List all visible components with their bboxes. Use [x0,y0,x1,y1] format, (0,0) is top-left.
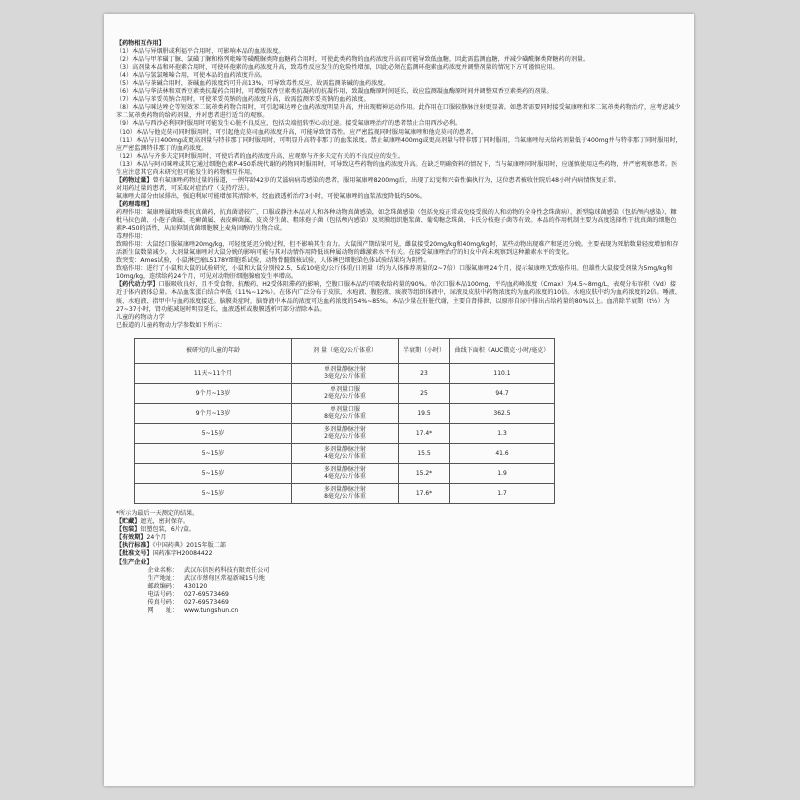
overdose-elimination: 氟康唑大部分由尿排出，强迫利尿可能增加其清除率，经血液透析治疗3小时，可使氟康唑的血浆浓度降低约50%。 [116,192,426,200]
dose-amount: 2毫克/公斤体重 [324,433,366,441]
interaction-item: （13）本品与阿司咪唑或其它通过细胞色素P-450系统代谢的药物同时服用时，可导致这些药物的血药浓度升高。在缺乏明确资料的情况下，当与氟康唑同时服用时，应谨慎使用这些药物，并严密观察患者。医生应注意其它尚未研究但可能发生的药物相互作用。 [116,160,678,176]
cell-dose [292,363,399,383]
pharmacology-action: 药理作用：氟康唑属吡咯类抗真菌药，抗真菌谱较广，口服或静注本品对人和各种动物真菌感染，如念珠菌感染（包括免疫正常或免疫受损的人和动物的全身性念珠菌病）、新型隐球菌感染（包括颅内感染）、糠秕马拉色菌、小孢子菌属、毛癣菌属、表皮癣菌属、皮炎芽生菌、粗球孢子菌（包括颅内感染）及荚膜组织胞浆菌、葡萄糖念珠菌、卡氏分枝孢子菌等有效。本品的作用机制主要为高度选择性干扰真菌的细胞色素P-450的活性，从而抑制真菌细胞膜上麦角固醇的生物合成。 [116,208,677,233]
toxicology-mutagenicity: 致突变：Ames试验，小鼠淋巴瘤L5178Y细胞系试验，动物骨髓微核试验，人体淋巴细胞染色体试验结果均为阴性。 [116,257,430,265]
manufacturer-row [116,599,682,607]
cell-dose [292,403,399,423]
manufacturer-value: 027-69573469 [184,599,229,607]
manufacturer-value: www.tungshun.cn [184,607,239,615]
manufacturer-row [116,575,682,583]
cell-dose [292,423,399,443]
dose-amount: 8毫克/公斤体重 [324,493,366,501]
validity-value: 24个月 [146,533,167,541]
standard-value: 《中国药典》2015年版二部 [152,541,226,549]
toxicology-title: 毒理作用： [116,233,147,241]
cell-half-life: 15.5 [399,443,450,463]
dose-amount: 2毫克/公斤体重 [324,393,366,401]
validity-key: 【有效期】 [116,533,147,541]
manufacturer-label: 电话号码： [147,591,178,599]
cell-half-life: 25 [399,383,450,403]
pk-table-header-row [135,338,555,363]
table-row [135,423,555,443]
manufacturer-label: 邮政编码： [147,583,178,591]
pharmacology-title: 【药理毒理】 [116,200,153,208]
cell-dose [292,383,399,403]
interaction-item: （11）本品与日400mg或更高剂量与特非那丁同时服用时，可明显升高特非那丁的血浆浓度。禁止氟康唑400mg或更高剂量与特非那丁同时服用，当氟康唑每天给药剂量低于400mg并与特非那丁同时服用时，应严密监测特非那丁的血药浓度。 [116,136,682,152]
dose-route: 多剂量静脉注射 [323,426,366,434]
cell-age: 9个月~13岁 [135,403,292,423]
dose-route: 多剂量静脉注射 [323,466,366,474]
cell-half-life: 19.5 [399,403,450,423]
table-row [135,383,555,403]
cell-half-life: 17.6* [399,483,450,503]
manufacturer-title: 【生产企业】 [116,558,153,566]
cell-auc: 362.5 [450,403,555,423]
pk-table-footnote: *所示为最后一天测定的结果。 [116,509,199,517]
manufacturer-row [116,591,682,599]
dose-amount: 8毫克/公斤体重 [324,413,366,421]
interaction-item: （4）本品与氢氯噻嗪合用，可使本品的血药浓度升高。 [116,72,267,80]
manufacturer-block [116,559,682,615]
pk-title: 【药代动力学】 [116,281,159,289]
header-auc: 曲线下面积（AUC微克·小时/毫克） [450,338,555,363]
manufacturer-value: 武汉东信医药科技有限责任公司 [184,567,270,575]
cell-age: 5~15岁 [135,443,292,463]
validity-line [116,534,682,542]
table-row [135,443,555,463]
dose-amount: 4毫克/公斤体重 [324,453,366,461]
storage-value: 遮光，密封保存。 [140,517,190,525]
package-insert-sheet [104,14,694,786]
standard-line [116,542,682,550]
manufacturer-label: 生产地址： [147,575,178,583]
cell-auc: 41.6 [450,443,555,463]
dose-route: 多剂量静脉注射 [323,486,366,494]
interactions-title: 【药物相互作用】 [116,40,165,47]
pk-children-table [134,338,555,504]
overdose-treatment: 对用药过量的患者，可采取对症治疗（支持疗法）。 [116,184,254,192]
toxicology-carcinogenicity: 致癌作用：进行了小鼠和大鼠的试验研究，小鼠和大鼠分别按2.5、5或10毫克/公斤体重/日剂量（约为人体推荐剂量的2~7倍）口服氟康唑24个月，提示氟康唑无致癌作用。但雄性大鼠接受剂量为5mg/kg和10mg/kg，连续给药24个月，可见对动物肝细胞腺瘤发生率增高。 [116,265,673,281]
manufacturer-value: 027-69573469 [184,591,229,599]
overdose-text: 曾有氟康唑药物过量的报道，一例年龄42岁的艾滋病病毒感染的患者，服用氟康唑8200mg后，出现了幻觉和兴奋性偏执行为，这位患者被收住院后48小时内病情恢复正常。 [152,176,620,184]
cell-age: 5~15岁 [135,423,292,443]
pk-children-title: 儿童的药物动力学 [116,313,165,321]
table-row [135,463,555,483]
dose-route: 单剂量静脉注射 [323,366,366,374]
package-value: 铝塑包装，6片/盒。 [140,525,196,533]
interaction-item: （10）本品与他克莫司同时服用时，可引起他克莫司血药浓度升高，可能导致肾毒性。应严密监视同时服用氟康唑和他克莫司的患者。 [116,128,478,136]
dose-route: 单剂量口服 [329,406,360,414]
cell-auc: 94.7 [450,383,555,403]
cell-half-life: 23 [399,363,450,383]
storage-key: 【贮藏】 [116,517,141,525]
manufacturer-row [116,567,682,575]
dose-route: 多剂量静脉注射 [323,446,366,454]
standard-key: 【执行标准】 [116,541,153,549]
package-key: 【包装】 [116,525,141,533]
manufacturer-row [116,607,682,615]
approval-value: 国药准字H20084422 [152,549,213,557]
interaction-item: （9）本品与西沙必利同时服用时可能发生心脏不良反应，包括尖端扭转型心动过速。接受氟康唑治疗的患者禁止合用西沙必利。 [116,120,462,128]
interaction-item: （8）本品与咪达唑仑等短效苯二氮䓬类药物合用时，可引起咪达唑仑血药浓度明显升高，并出现精神运动作用。此作用在口服较静脉注射更显著。如患者需要同时接受氟康唑和苯二氮䓬类药物治疗，应考虑减少苯二氮䓬类药物的给药剂量，并对患者进行适当的观察。 [116,104,681,120]
manufacturer-value: 430120 [184,583,208,591]
cell-age: 5~15岁 [135,483,292,503]
table-row [135,403,555,423]
cell-age: 9个月~13岁 [135,383,292,403]
pk-text: 口服吸收良好，且不受食物、抗酸药、H2受体阻滞药的影响，空腹口服本品约可吸收给药量的90%。单次口服本品100mg，平均血药峰浓度（Cmax）为4.5~8mg/L，表观分布容积（Vd）接近于体内液体总量。本品血浆蛋白结合率低（11%~12%）。在体内广泛分布于皮肤、水疱液、腹腔液、痰液等组织体液中，尿液及皮肤中药物浓度约为血药浓度的10倍。水疱皮肤中约为血药浓度的2倍。唾液、痰、水疱液、指甲中与血药浓度接近。脑膜炎症时，脑脊液中本品的浓度可达血药浓度的54%~85%。本品少量在肝脏代谢，主要自肾排泄，以原形自尿中排出占给药量的80%以上。血消除半衰期（t½）为27~37小时，肾功能减退时明显延长，血液透析或腹膜透析可部分清除本品。 [116,281,681,313]
cell-auc: 110.1 [450,363,555,383]
dose-amount: 4毫克/公斤体重 [324,473,366,481]
interaction-item: （5）本品与茶碱合用时，茶碱血药浓度约可升高13%，可导致毒性反应，故需监测茶碱的血药浓度。 [116,80,390,88]
cell-dose [292,483,399,503]
interaction-item: （12）本品与齐多夫定同时服用时，可使后者的血药浓度升高，应观察与齐多夫定有关的不良反应的发生。 [116,152,405,160]
overdose-paragraph [116,177,682,185]
cell-half-life: 17.4* [399,423,450,443]
table-row [135,363,555,383]
approval-line [116,550,682,558]
package-line [116,526,682,534]
table-row [135,483,555,503]
cell-auc: 1.3 [450,423,555,443]
manufacturer-row [116,583,682,591]
dose-route: 单剂量口服 [329,386,360,394]
toxicology-teratogenicity: 致畸作用：大鼠经口服氟康唑20mg/kg，可轻度延迟分娩过程，但不影响其生育力。大鼠围产期结果可见，雌鼠接受20mg/kg和40mg/kg时，某些动物出现难产和延迟分娩。主要表现为死胎数量轻度增加和存活新生鼠数量减少。大剂量氟康唑对大鼠分娩的影响可能与其对动情作用降低该种属动物的雌激素水平有关。在接受氟康唑治疗的妇女中尚未观察到这种激素水平的变化。 [116,241,679,257]
storage-line [116,518,682,526]
interaction-item: （3）高剂量本品和环孢素合用时，可使环孢素的血药浓度升高，致毒性反应发生的危险性增加，因此必须在监测环孢素血药浓度并调整剂量的情况下方可谨慎应用。 [116,64,559,72]
pk-table-intro: 已报道的儿童药物动力学参数如下所示： [116,321,226,329]
interaction-item: （1）本品与异烟肼或利福平合用时，可影响本品的血浓浓度。 [116,48,285,56]
cell-age: 5~15岁 [135,463,292,483]
dose-amount: 3毫克/公斤体重 [324,373,366,381]
cell-dose [292,463,399,483]
insert-content [116,40,682,615]
interaction-item: （7）本品与苯妥英钠合用时，可使苯妥英钠的血药浓度升高，故需监测苯妥英钠的血药浓度。 [116,96,370,104]
header-half-life: 半衰期（小时） [399,338,450,363]
cell-auc: 1.9 [450,463,555,483]
manufacturer-label: 企业名称： [147,567,178,575]
manufacturer-label: 传真号码： [147,599,178,607]
header-dose: 剂 量（毫克/公斤体重） [292,338,399,363]
interaction-item: （2）本品与甲苯磺丁脲、氯磺丁脲和格列吡嗪等磺酰脲类降血糖药合用时，可使此类药物的血药浓度升高而可能导致低血糖，因此需监测血糖，并减少磺酰脲类降糖药的剂量。 [116,56,590,64]
approval-key: 【批准文号】 [116,549,153,557]
cell-half-life: 15.2* [399,463,450,483]
header-age: 被研究的儿童的年龄 [135,338,292,363]
manufacturer-value: 武汉市蔡甸区常福新城15号地 [184,575,265,583]
cell-dose [292,443,399,463]
cell-auc: 1.7 [450,483,555,503]
pk-paragraph [116,281,682,313]
manufacturer-label: 网 址： [147,607,178,615]
cell-age: 11天~11个月 [135,363,292,383]
overdose-title: 【药物过量】 [116,176,153,184]
interactions-list [116,48,682,177]
interaction-item: （6）本品与华法林和双香豆素类抗凝药合用时，可增强双香豆素类抗凝药的抗凝作用，致凝血酶原时间延长，故应监测凝血酶原时间并调整双香豆素类药的剂量。 [116,88,553,96]
